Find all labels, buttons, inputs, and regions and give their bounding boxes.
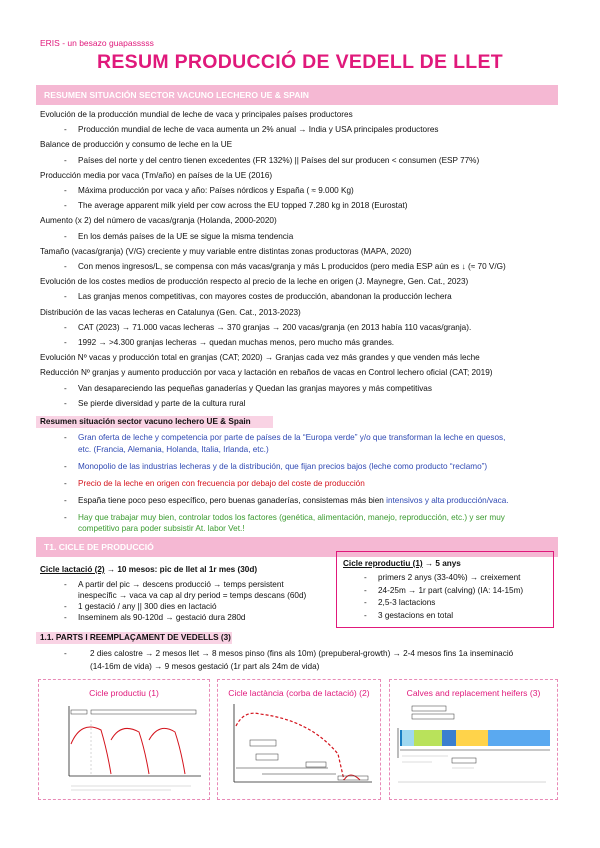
- summary-dash: -: [64, 433, 67, 442]
- fig2-title: Cicle lactància (corba de lactació) (2): [228, 688, 370, 698]
- lactacio-heading: Cicle lactació (2) → 10 mesos: pic de llet al 1r mes (30d): [40, 565, 258, 574]
- bullet-line: Se pierde diversidad y parte de la cultura rural: [78, 398, 246, 408]
- section-heading-line: Aumento (x 2) del número de vacas/granja (Holanda, 2000-2020): [40, 216, 277, 226]
- summary-dash: -: [64, 461, 67, 471]
- fig3-title: Calves and replacement heifers (3): [406, 688, 541, 698]
- bullet-dash: -: [64, 262, 67, 271]
- reproductiu-line: 2,5-3 lactacions: [378, 598, 436, 607]
- bullet-line: Van desapareciendo las pequeñas ganaderías y Quedan las granjas mayores y más competitivas: [78, 383, 432, 393]
- parts-line-2: (14-16m de vida) → 9 mesos gestació (1r part als 24m de vida): [90, 662, 320, 671]
- figure-calves-heifers: [389, 679, 558, 800]
- summary-dash: -: [64, 495, 67, 505]
- reproductiu-line: 3 gestacions en total: [378, 610, 454, 620]
- bullet-dash: -: [64, 398, 67, 408]
- bullet-dash: -: [64, 186, 67, 195]
- section-heading-line: Balance de producción y consumo de leche en la UE: [40, 140, 233, 150]
- fig1-title: Cicle productiu (1): [89, 688, 159, 698]
- summary-line: Precio de la leche en origen con frecuencia por debajo del coste de producción: [78, 478, 365, 488]
- fig1-graphic: [41, 700, 209, 800]
- section-heading-line: Tamaño (vacas/granja) (V/G) creciente y muy variable entre distintas zonas productoras (MAPA, 2020): [40, 246, 412, 256]
- lactacio-dash: -: [64, 613, 67, 622]
- parts-heading: 1.1. PARTS I REEMPLAÇAMENT DE VEDELLS (3): [40, 633, 231, 642]
- bullet-line: 1992 → >4.300 granjas lecheras → quedan muchas menos, pero mucho más grandes.: [78, 338, 395, 347]
- page-title: RESUM PRODUCCIÓ DE VEDELL DE LLET: [96, 51, 504, 73]
- bullet-dash: -: [64, 322, 67, 332]
- section-band-cicle: T1. CICLE DE PRODUCCIÓ: [36, 537, 558, 557]
- summary-dash: -: [64, 512, 67, 522]
- reproductiu-dash: -: [364, 598, 367, 607]
- section-heading-line: Evolución de la producción mundial de leche de vaca y principales países productores: [40, 110, 353, 119]
- top-label: ERIS - un besazo guapasssss: [40, 38, 154, 48]
- section-heading-line: Reducción Nº granjas y aumento producción por vaca y lactación en rebaños de vacas en Control lechero oficial (CAT; 2019): [40, 368, 493, 378]
- lactacio-line: 1 gestació / any || 300 dies en lactació: [78, 602, 217, 611]
- summary-line: [78, 495, 509, 506]
- fig2-graphic: [220, 700, 380, 800]
- bullet-line: The average apparent milk yield per cow across the EU topped 7.280 kg in 2018 (Eurostat): [78, 201, 408, 211]
- summary-line: competitivo para poder subsistir At. labor Vet.!: [78, 524, 245, 533]
- summary-line: Hay que trabajar muy bien, controlar todos los factores (genética, alimentación, manejo, reproducción, etc.) y ser muy: [78, 512, 505, 522]
- reproductiu-line: 24-25m → 1r part (calving) (IA: 14-15m): [378, 585, 524, 595]
- bullet-dash: -: [64, 292, 67, 302]
- bullet-dash: -: [64, 383, 67, 393]
- parts-line-1: 2 dies calostre → 2 mesos llet → 8 mesos pinso (fins als 10m) (prepuberal-growth) → 2-4 mesos fins 1a inseminació: [90, 649, 514, 658]
- summary-line: Monopolio de las industrias lecheras y de la distribución, que fijan precios bajos (leche como producto “reclamo”): [78, 461, 488, 471]
- section-heading-line: Evolución de los costes medios de producción respecto al precio de la leche en origen (J. Maynegre, Gen. Cat., 2023): [40, 277, 469, 287]
- bullet-dash: -: [64, 338, 67, 347]
- parts-dash: -: [64, 649, 67, 658]
- summary-heading: Resumen situación sector vacuno lechero UE & Spain: [40, 417, 251, 426]
- reproductiu-line: primers 2 anys (33-40%) → creixement: [378, 573, 521, 582]
- summary-plain-text: España tiene poco peso específico, pero buenas ganaderías, consistemas más bien: [78, 495, 387, 505]
- section-heading-line: Evolución Nº vacas y producción total en granjas (CAT; 2020) → Granjas cada vez más grandes y que venden más leche: [40, 353, 480, 363]
- summary-line: Gran oferta de leche y competencia por parte de países de la “Europa verde” y/o que transforman la leche en quesos,: [78, 433, 506, 442]
- reproductiu-dash: -: [364, 585, 367, 595]
- fig3-graphic: [392, 700, 556, 800]
- summary-blue-text: intensivos y alta producción/vaca.: [386, 495, 509, 505]
- figure-cicle-productiu: [38, 679, 210, 800]
- bullet-line: Producción mundial de leche de vaca aumenta un 2% anual → India y USA principales productores: [78, 125, 439, 135]
- bullet-dash: -: [64, 125, 67, 135]
- section-heading-line: Distribución de las vacas lecheras en Catalunya (Gen. Cat., 2013-2023): [40, 307, 301, 317]
- reproductiu-dash: -: [364, 610, 367, 620]
- lactacio-line: Inseminem als 90-120d → gestació dura 280d: [78, 613, 246, 622]
- bullet-line: Con menos ingresos/L, se compensa con más vacas/granja y más L producidos (pero media ESP aún es ↓ (≈ 70 V/G): [78, 262, 506, 271]
- bullet-line: Máxima producción por vaca y año: Países nórdicos y España ( ≈ 9.000 Kg): [78, 186, 354, 195]
- bullet-line: Las granjas menos competitivas, con mayores costes de producción, abandonan la producción lechera: [78, 292, 452, 302]
- bullet-line: En los demás países de la UE se sigue la misma tendencia: [78, 231, 294, 241]
- section-band-resumen: RESUMEN SITUACIÓN SECTOR VACUNO LECHERO UE & SPAIN: [36, 85, 558, 105]
- bullet-dash: -: [64, 155, 67, 165]
- lactacio-dash: -: [64, 602, 67, 611]
- bullet-dash: -: [64, 231, 67, 241]
- bullet-line: Países del norte y del centro tienen excedentes (FR 132%) || Países del sur producen < consumen (ESP 77%): [78, 155, 480, 165]
- lactacio-line: inespecífic → vaca va cap al dry period = temps descans (60d): [78, 591, 307, 600]
- lactacio-dash: -: [64, 580, 67, 589]
- reproductiu-dash: -: [364, 573, 367, 582]
- figure-cicle-lactancia: [217, 679, 381, 800]
- summary-dash: -: [64, 478, 67, 488]
- summary-line: etc. (Francia, Alemania, Holanda, Italia, Irlanda, etc.): [78, 444, 269, 454]
- lactacio-line: A partir del pic → descens producció → temps persistent: [78, 580, 284, 589]
- bullet-line: CAT (2023) → 71.000 vacas lecheras → 370 granjas → 200 vacas/granja (en 2013 había 110 vacas/granja).: [78, 322, 472, 332]
- section-heading-line: Producción media por vaca (Tm/año) en países de la UE (2016): [40, 170, 273, 180]
- reproductiu-heading: Cicle reproductiu (1) → 5 anys: [343, 559, 461, 568]
- bullet-dash: -: [64, 201, 67, 211]
